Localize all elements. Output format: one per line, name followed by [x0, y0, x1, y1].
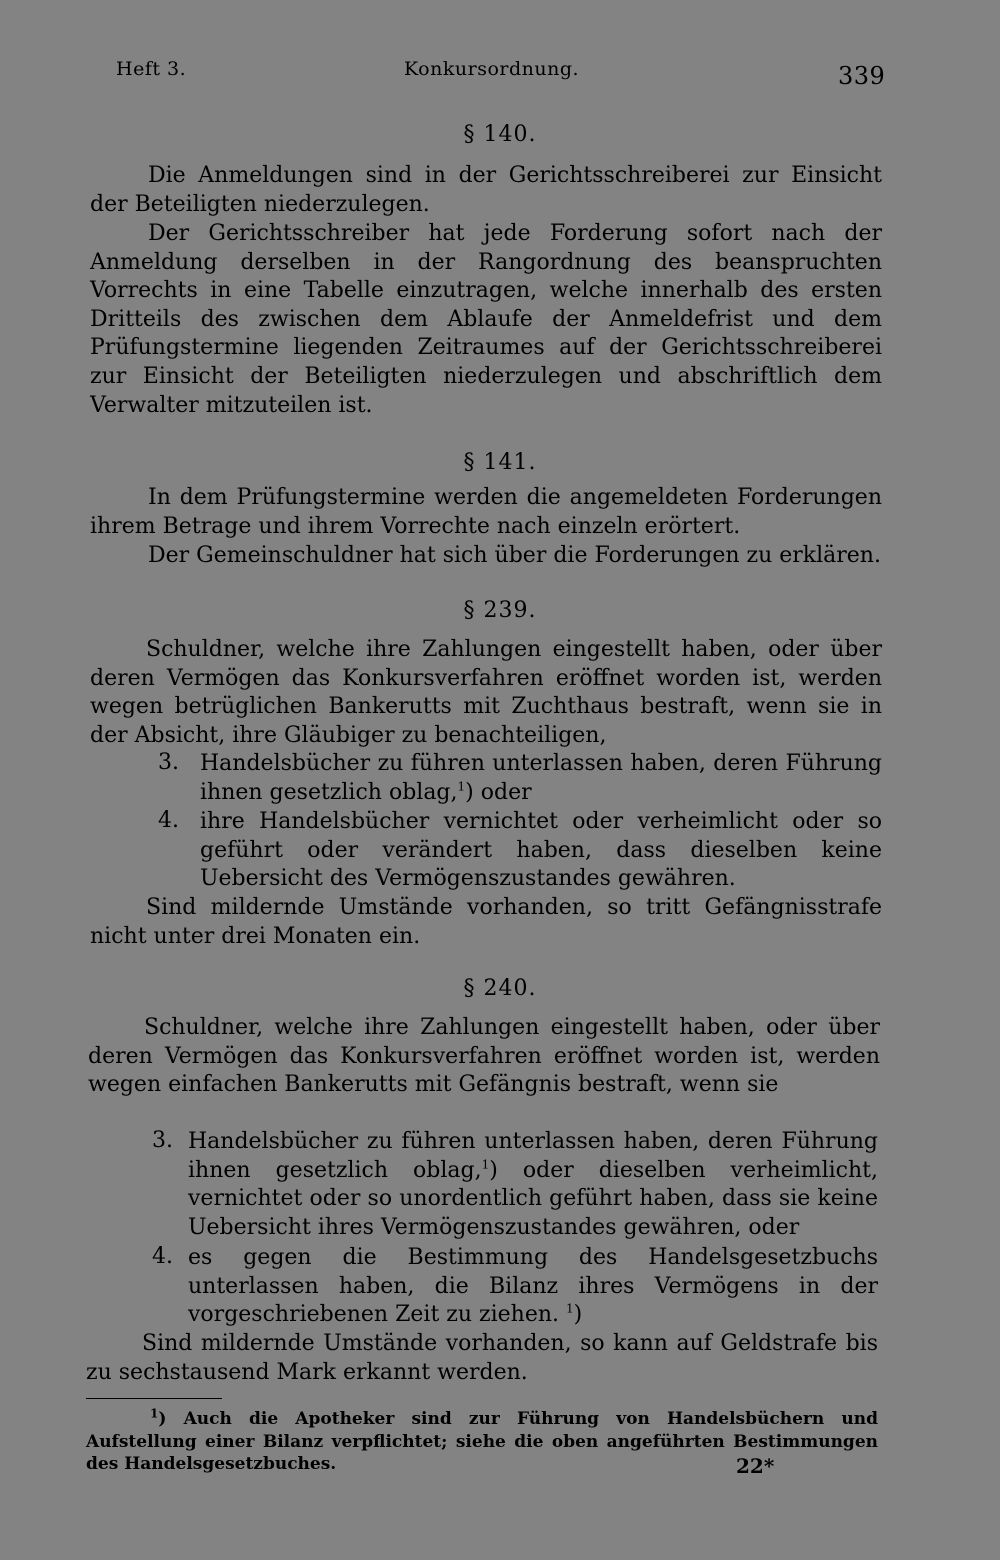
section-heading-141 — [0, 450, 1000, 475]
section-heading: § 141. — [463, 450, 537, 475]
list-number: 4. — [158, 808, 179, 833]
list-item-text: Handelsbücher zu führen unterlassen haben, deren Führung ihnen gesetzlich oblag, — [188, 1129, 878, 1183]
list-item-text: ihre Handelsbücher vernichtet oder verheimlicht oder so geführt oder verändert haben, dass dieselben keine Uebersicht des Vermögenszustandes gewähren. — [200, 809, 882, 892]
page-number: 339 — [838, 62, 886, 90]
footnote-ref: 1 — [566, 1301, 574, 1316]
paragraph: Schuldner, welche ihre Zahlungen eingestellt haben, oder über deren Vermögen das Konkursverfahren eröffnet worden ist, werden wegen einfachen Bankerutts mit Gefängnis bestraft, wenn sie — [88, 1015, 880, 1098]
paragraph: Sind mildernde Umstände vorhanden, so kann auf Geldstrafe bis zu sechstausend Mark erkannt werden. — [86, 1331, 878, 1385]
paragraph: In dem Prüfungstermine werden die angemeldeten Forderungen ihrem Betrage und ihrem Vorrechte nach einzeln erörtert. — [90, 485, 882, 539]
list-item — [200, 808, 882, 894]
paragraph: Der Gerichtsschreiber hat jede Forderung sofort nach der Anmeldung derselben in der Rangordnung des beanspruchten Vorrechts in eine Tabelle einzutragen, welche innerhalb des ersten Dritteils des zwischen dem Ablaufe der Anmeldefrist und dem Prüfungstermine liegenden Zeitraumes auf der Gerichtsschreiberei zur Einsicht der Beteiligten niederzulegen und abschriftlich dem Verwalter mitzuteilen ist. — [90, 221, 882, 418]
paragraph: Der Gemeinschuldner hat sich über die Forderungen zu erklären. — [148, 543, 881, 568]
list-number: 3. — [152, 1128, 173, 1153]
list-item-text: es gegen die Bestimmung des Handelsgesetzbuchs unterlassen haben, die Bilanz ihres Vermögens in der vorgeschriebenen Zeit zu ziehen. — [188, 1245, 878, 1328]
paragraph: Die Anmeldungen sind in der Gerichtsschreiberei zur Einsicht der Beteiligten niederzulegen. — [90, 163, 882, 217]
section-heading: § 140. — [463, 122, 537, 147]
section-heading-140 — [0, 122, 1000, 147]
paragraph: Schuldner, welche ihre Zahlungen eingestellt haben, oder über deren Vermögen das Konkursverfahren eröffnet worden ist, werden wegen betrüglichen Bankerutts mit Zuchthaus bestraft, wenn sie in der Absicht, ihre Gläubiger zu benachteiligen, — [90, 637, 882, 748]
list-item: Handelsbücher zu führen unterlassen haben, deren Führung ihnen gesetzlich oblag,$^1$) oder dieselben verheimlicht, vernichtet oder so unordentlich geführt haben, dass sie keine Uebersicht ihres Vermögenszustandes gewähren, oder — [188, 1129, 878, 1240]
section-heading: § 240. — [463, 976, 537, 1001]
running-head-title: Konkursordnung. — [404, 58, 580, 80]
list-item-text: Handelsbücher zu führen unterlassen haben, deren Führung ihnen gesetzlich oblag, — [200, 751, 882, 805]
footnote-ref: 1 — [457, 779, 466, 794]
list-number: 3. — [158, 750, 179, 775]
footnote-rule — [86, 1398, 222, 1399]
section-heading: § 239. — [463, 598, 537, 623]
signature-mark: 22* — [736, 1454, 775, 1478]
list-item-tail: oder dieselben verheimlicht, vernichtet oder so unordentlich geführt haben, dass sie keine Uebersicht ihres Vermögenszustandes gewähren, oder — [188, 1157, 878, 1240]
footnote-ref: 1 — [481, 1157, 490, 1172]
footnote: $^1$) Auch die Apotheker sind zur Führung von Handelsbüchern und Aufstellung einer Bilanz verpflichtet; siehe die oben angeführten Bestimmungen des Handelsgesetzbuches. — [86, 1406, 878, 1474]
paragraph: Sind mildernde Umstände vorhanden, so tritt Gefängnisstrafe nicht unter drei Monaten ein. — [90, 895, 882, 949]
list-number: 4. — [152, 1244, 173, 1269]
footnote-marker: 1 — [150, 1406, 159, 1421]
running-head-left: Heft 3. — [116, 58, 187, 80]
footnote-text: Auch die Apotheker sind zur Führung von Handelsbüchern und Aufstellung einer Bilanz verpflichtet; siehe die oben angeführten Bestimmungen des Handelsgesetzbuches. — [86, 1409, 878, 1474]
list-item: Handelsbücher zu führen unterlassen haben, deren Führung ihnen gesetzlich oblag,$^1$) oder — [200, 751, 882, 805]
list-item: es gegen die Bestimmung des Handelsgesetzbuchs unterlassen haben, die Bilanz ihres Vermögens in der vorgeschriebenen Zeit zu ziehen. $^1$) — [188, 1245, 878, 1328]
section-heading-240 — [0, 976, 1000, 1001]
list-item-tail: oder — [473, 779, 532, 805]
section-heading-239 — [0, 598, 1000, 623]
